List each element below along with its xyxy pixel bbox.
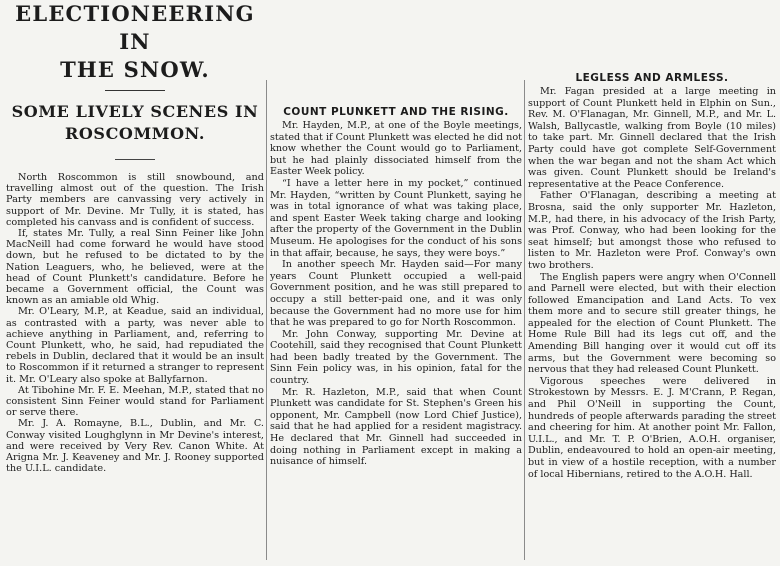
paragraph: Father O'Flanagan, describing a meeting at Brosna, said the only supporter Mr. Hazleton, M.P., had there, in his advocacy of the Irish Party, was Prof. Conway, who had been looking for the seat himself; but amongst those who refused to listen to Mr. Hazleton were Prof. Conway's own two brothers.	[528, 190, 776, 271]
paragraph: Mr. John Conway, supporting Mr. Devine at Cootehill, said they recognised that Count Plunkett had been badly treated by the Government. The Sinn Fein policy was, in his opinion, fatal for the country.	[270, 328, 522, 387]
subhead-rule	[115, 159, 155, 160]
paragraph: Mr. Fagan presided at a large meeting in support of Count Plunkett held in Elphin on Sun., Rev. M. O'Flanagan, Mr. Ginnell, M.P., and Mr. L. Walsh, Ballycastle, walking from Boyle (10 miles) to take part. Mr. Ginnell declared that the Irish Party could have got complete Self-Government when the war began and not the sham Act which was given. Count Plunkett should be Ireland's representative at the Peace Conference.	[528, 86, 776, 190]
subheadline-line-1: SOME LIVELY SCENES IN	[11, 102, 259, 121]
paragraph: Mr. J. A. Romayne, B.L., Dublin, and Mr. C. Conway visited Loughglynn in Mr Devine's interest, and were received by Very Rev. Canon White. At Arigna Mr. J. Keaveney and Mr. J. Rooney supported the U.I.L. candidate.	[6, 418, 264, 475]
paragraph: In another speech Mr. Hayden said—For many years Count Plunkett occupied a well-paid Government position, and he was still prepared to occupy a still better-paid one, and it was only because the Government had no more use for him that he was prepared to go for North Roscommon.	[270, 259, 522, 329]
paragraph: “I have a letter here in my pocket,” continued Mr. Hayden, “written by Count Plunkett, saying he was in total ignorance of what was taking place, and spent Easter Week taking charge and looking after the property of the Government in the Dublin Museum. He apologises for the conduct of his sons in that affair, because, he says, they were boys.”	[270, 177, 522, 259]
section-heading: LEGLESS AND ARMLESS.	[575, 72, 729, 84]
headline-line-1: ELECTIONEERING IN	[15, 1, 255, 54]
paragraph: Vigorous speeches were delivered in Strokestown by Messrs. E. J. M'Crann, P. Regan, and Phil O'Neill in supporting the Count, hundreds of people afterwards parading the street and cheering for him. At another point Mr. Fallon, U.I.L., and Mr. T. P. O'Brien, A.O.H. organiser, Dublin, endeavoured to hold an open-air meeting, but in view of a hostile reception, with a number of local Hibernians, retired to the A.O.H. Hall.	[528, 375, 776, 480]
column-rule	[524, 80, 525, 560]
headline	[6, 0, 264, 84]
column-1	[6, 0, 264, 474]
paragraph: The English papers were angry when O'Connell and Parnell were elected, but with their election followed Emancipation and Land Acts. To vex them more and to secure still greater things, he appealed for the election of Count Plunkett. The Home Rule Bill had its legs cut off, and the Amending Bill hanging over it would cut off its arms, but the Government were becoming so nervous that they had released Count Plunkett.	[528, 271, 776, 376]
subheadline	[6, 101, 264, 145]
paragraph: North Roscommon is still snowbound, and travelling almost out of the question. The Irish Party members are canvassing very actively in support of Mr. Devine. Mr Tully, it is stated, has completed his canvass and is confident of success.	[6, 172, 264, 228]
subheadline-line-2: ROSCOMMON.	[65, 124, 205, 143]
section-heading: COUNT PLUNKETT AND THE RISING.	[283, 106, 509, 118]
paragraph: Mr. Hayden, M.P., at one of the Boyle meetings, stated that if Count Plunkett was elected he did not know whether the Count would go to Parliament, but he had plainly dissociated himself from the Easter Week policy.	[270, 120, 522, 178]
headline-divider	[105, 90, 165, 91]
paragraph: If, states Mr. Tully, a real Sinn Feiner like John MacNeill had come forward he would have stood down, but he refused to be dictated to by the Nation Leaguers, who, he believed, were at the head of Count Plunkett's candidature. Before he became a Government official, the Count was known as an amiable old Whig.	[6, 228, 264, 307]
column-2	[270, 106, 522, 468]
paragraph: Mr. R. Hazleton, M.P., said that when Count Plunkett was candidate for St. Stephen's Green his opponent, Mr. Campbell (now Lord Chief Justice), said that he had applied for a resident magistracy. He declared that Mr. Ginnell had succeeded in doing nothing in Parliament except in making a nuisance of himself.	[270, 386, 522, 468]
headline-line-2: THE SNOW.	[60, 57, 210, 82]
paragraph: At Tibohine Mr. F. E. Meehan, M.P., stated that no consistent Sinn Feiner would stand for Parliament or serve there.	[6, 384, 264, 419]
column-rule	[266, 80, 267, 560]
column-3	[528, 72, 776, 480]
paragraph: Mr. O'Leary, M.P., at Keadue, said an individual, as contrasted with a party, was never able to achieve anything in Parliament, and, referring to Count Plunkett, who, he said, had repudiated the rebels in Dublin, declared that it would be an insult to Roscommon if it returned a stranger to represent it. Mr. O'Leary also spoke at Ballyfarnon.	[6, 306, 264, 385]
